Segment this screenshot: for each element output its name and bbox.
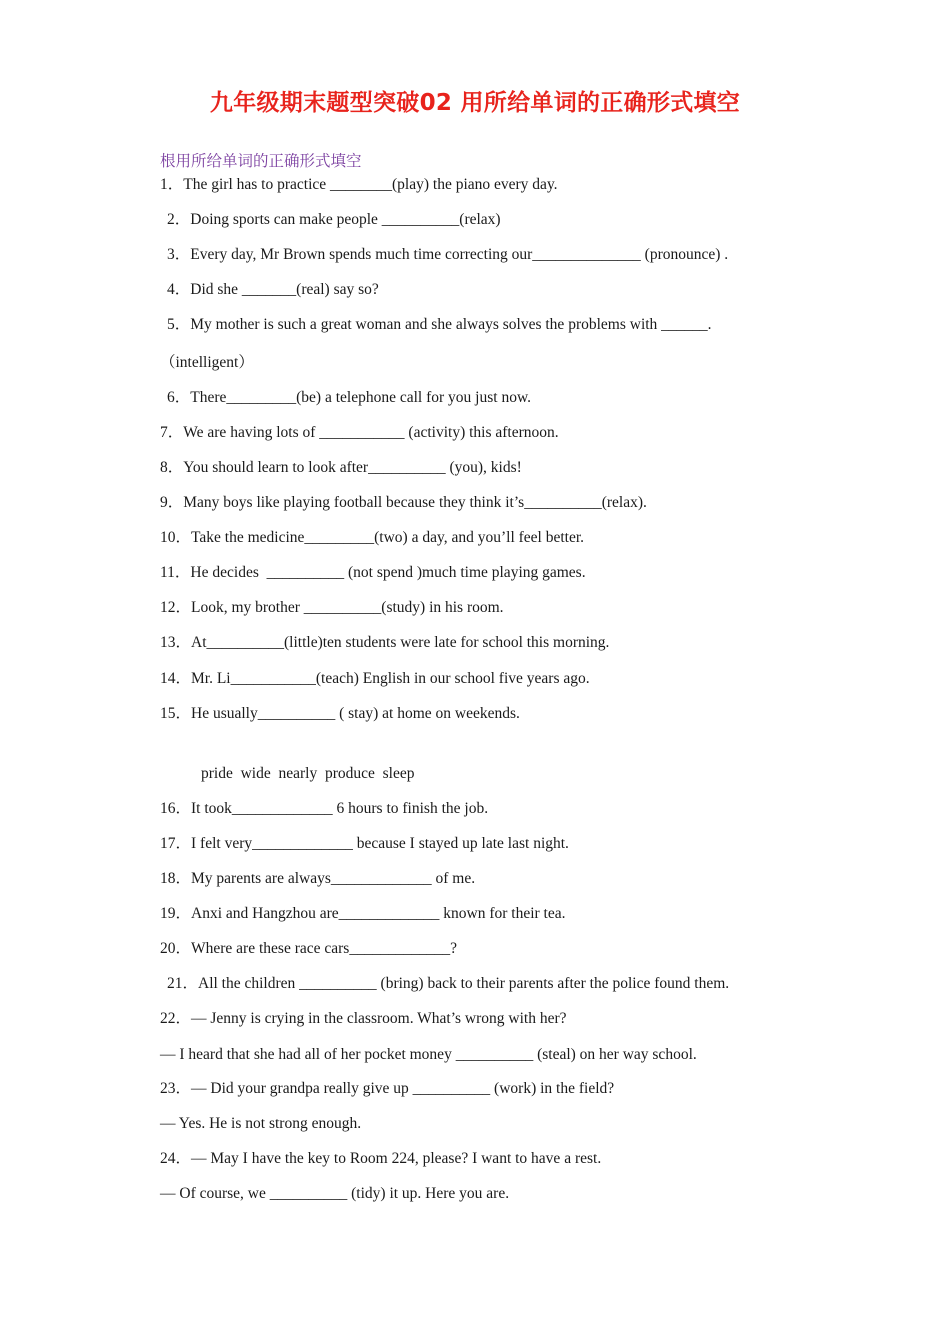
page-title: 九年级期末题型突破02 用所给单词的正确形式填空 [209,90,741,116]
question-8: 8．You should learn to look after__________ (you), kids! [160,459,522,476]
question-20: 20．Where are these race cars_____________? [160,940,457,957]
word-bank: pride wide nearly produce sleep [201,765,415,782]
question-14: 14．Mr. Li___________(teach) English in our school five years ago. [160,670,590,687]
question-9: 9．Many boys like playing football because they think it’s__________(relax). [160,494,647,511]
question-23-reply: — Yes. He is not strong enough. [160,1115,362,1132]
question-17: 17．I felt very_____________ because I stayed up late last night. [160,835,569,852]
question-2: 2．Doing sports can make people __________(relax) [167,211,501,228]
question-4: 4．Did she _______(real) say so? [167,281,379,298]
question-5-hint: （intelligent） [160,354,254,371]
question-16: 16．It took_____________ 6 hours to finish the job. [160,800,489,817]
question-15: 15．He usually__________ ( stay) at home on weekends. [160,705,520,722]
question-19: 19．Anxi and Hangzhou are_____________ known for their tea. [160,905,566,922]
question-10: 10．Take the medicine_________(two) a day, and you’ll feel better. [160,529,585,546]
question-7: 7．We are having lots of ___________ (activity) this afternoon. [160,424,559,441]
question-23: 23．— Did your grandpa really give up __________ (work) in the field? [160,1080,615,1097]
section-heading: 根用所给单词的正确形式填空 [160,152,362,170]
question-13: 13．At__________(little)ten students were late for school this morning. [160,634,610,651]
question-6: 6．There_________(be) a telephone call for you just now. [167,389,532,406]
question-5: 5．My mother is such a great woman and she always solves the problems with ______. [167,316,712,333]
question-12: 12．Look, my brother __________(study) in his room. [160,599,504,616]
question-18: 18．My parents are always_____________ of me. [160,870,476,887]
question-24-reply: — Of course, we __________ (tidy) it up. Here you are. [160,1185,510,1202]
question-1: 1．The girl has to practice ________(play) the piano every day. [160,176,558,193]
question-22: 22．— Jenny is crying in the classroom. What’s wrong with her? [160,1010,567,1027]
question-11: 11．He decides __________ (not spend )much time playing games. [160,564,586,581]
question-22-reply: — I heard that she had all of her pocket money __________ (steal) on her way school. [160,1046,697,1063]
question-3: 3．Every day, Mr Brown spends much time correcting our______________ (pronounce) . [167,246,729,263]
question-24: 24．— May I have the key to Room 224, please? I want to have a rest. [160,1150,602,1167]
question-21: 21．All the children __________ (bring) back to their parents after the police found them. [167,975,730,992]
